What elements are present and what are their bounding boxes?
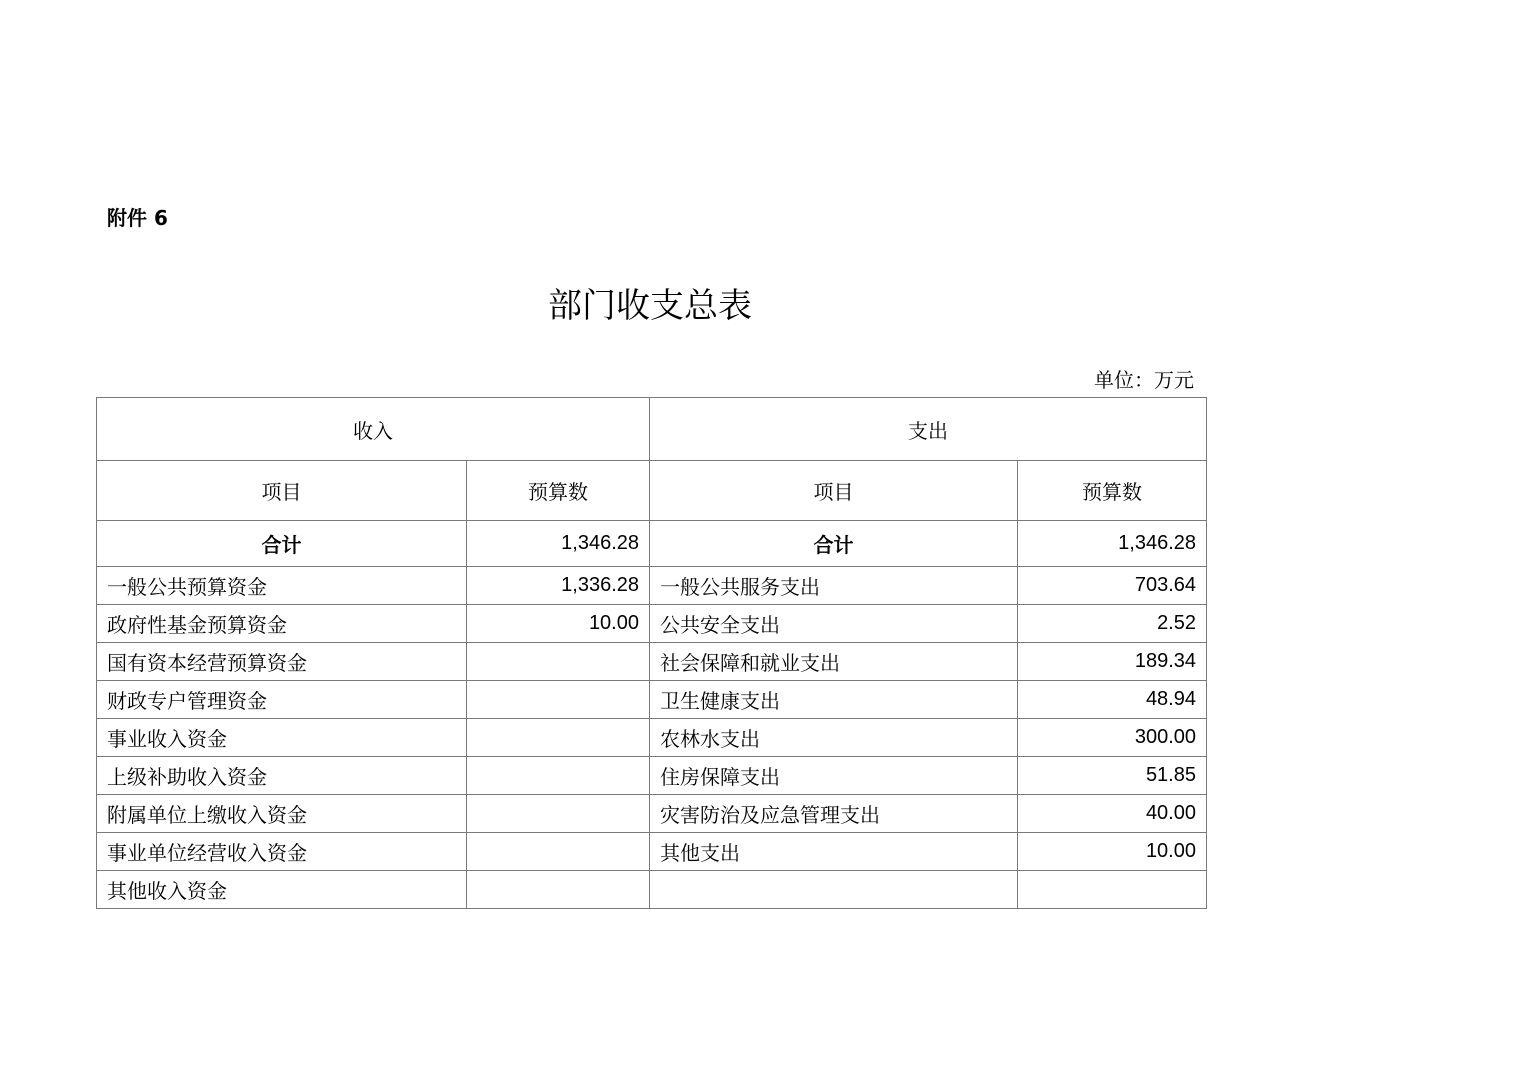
section-header-row	[97, 398, 1207, 461]
expense-item-cell: 社会保障和就业支出	[650, 643, 1018, 681]
income-value-cell: 1,336.28	[467, 567, 650, 605]
income-value-cell: 10.00	[467, 605, 650, 643]
income-value-cell	[467, 871, 650, 909]
expense-value-cell	[1018, 871, 1207, 909]
expense-total-label: 合计	[650, 521, 1018, 567]
expense-item-cell	[650, 871, 1018, 909]
table-row	[97, 643, 1207, 681]
budget-table-body	[97, 398, 1207, 909]
income-item-cell: 其他收入资金	[97, 871, 467, 909]
expense-value-cell: 48.94	[1018, 681, 1207, 719]
income-item-cell: 一般公共预算资金	[97, 567, 467, 605]
attachment-label: 附件 6	[107, 206, 168, 230]
income-value-cell	[467, 719, 650, 757]
expense-item-cell: 灾害防治及应急管理支出	[650, 795, 1018, 833]
table-row	[97, 567, 1207, 605]
table-row	[97, 719, 1207, 757]
expense-item-cell: 卫生健康支出	[650, 681, 1018, 719]
expense-value-cell: 2.52	[1018, 605, 1207, 643]
expense-item-cell: 农林水支出	[650, 719, 1018, 757]
income-value-cell	[467, 795, 650, 833]
expense-budget-header: 预算数	[1018, 461, 1207, 521]
table-row	[97, 871, 1207, 909]
unit-label: 单位：万元	[1094, 368, 1194, 392]
column-header-row	[97, 461, 1207, 521]
expense-value-cell: 40.00	[1018, 795, 1207, 833]
income-item-cell: 政府性基金预算资金	[97, 605, 467, 643]
table-row	[97, 605, 1207, 643]
expense-item-cell: 一般公共服务支出	[650, 567, 1018, 605]
expense-item-header: 项目	[650, 461, 1018, 521]
expense-value-cell: 10.00	[1018, 833, 1207, 871]
table-row	[97, 681, 1207, 719]
income-item-cell: 事业单位经营收入资金	[97, 833, 467, 871]
income-item-header: 项目	[97, 461, 467, 521]
budget-table	[96, 397, 1207, 909]
table-row	[97, 795, 1207, 833]
section-expense-header: 支出	[650, 398, 1207, 461]
expense-item-cell: 其他支出	[650, 833, 1018, 871]
table-row	[97, 757, 1207, 795]
income-item-cell: 上级补助收入资金	[97, 757, 467, 795]
section-income-header: 收入	[97, 398, 650, 461]
expense-item-cell: 住房保障支出	[650, 757, 1018, 795]
income-value-cell	[467, 643, 650, 681]
expense-item-cell: 公共安全支出	[650, 605, 1018, 643]
income-item-cell: 附属单位上缴收入资金	[97, 795, 467, 833]
expense-total-value: 1,346.28	[1018, 521, 1207, 567]
income-value-cell	[467, 757, 650, 795]
expense-value-cell: 300.00	[1018, 719, 1207, 757]
expense-value-cell: 51.85	[1018, 757, 1207, 795]
income-value-cell	[467, 833, 650, 871]
total-row	[97, 521, 1207, 567]
income-item-cell: 国有资本经营预算资金	[97, 643, 467, 681]
expense-value-cell: 189.34	[1018, 643, 1207, 681]
income-value-cell	[467, 681, 650, 719]
income-budget-header: 预算数	[467, 461, 650, 521]
table-row	[97, 833, 1207, 871]
income-total-value: 1,346.28	[467, 521, 650, 567]
page-title: 部门收支总表	[548, 286, 752, 326]
expense-value-cell: 703.64	[1018, 567, 1207, 605]
income-total-label: 合计	[97, 521, 467, 567]
income-item-cell: 财政专户管理资金	[97, 681, 467, 719]
income-item-cell: 事业收入资金	[97, 719, 467, 757]
